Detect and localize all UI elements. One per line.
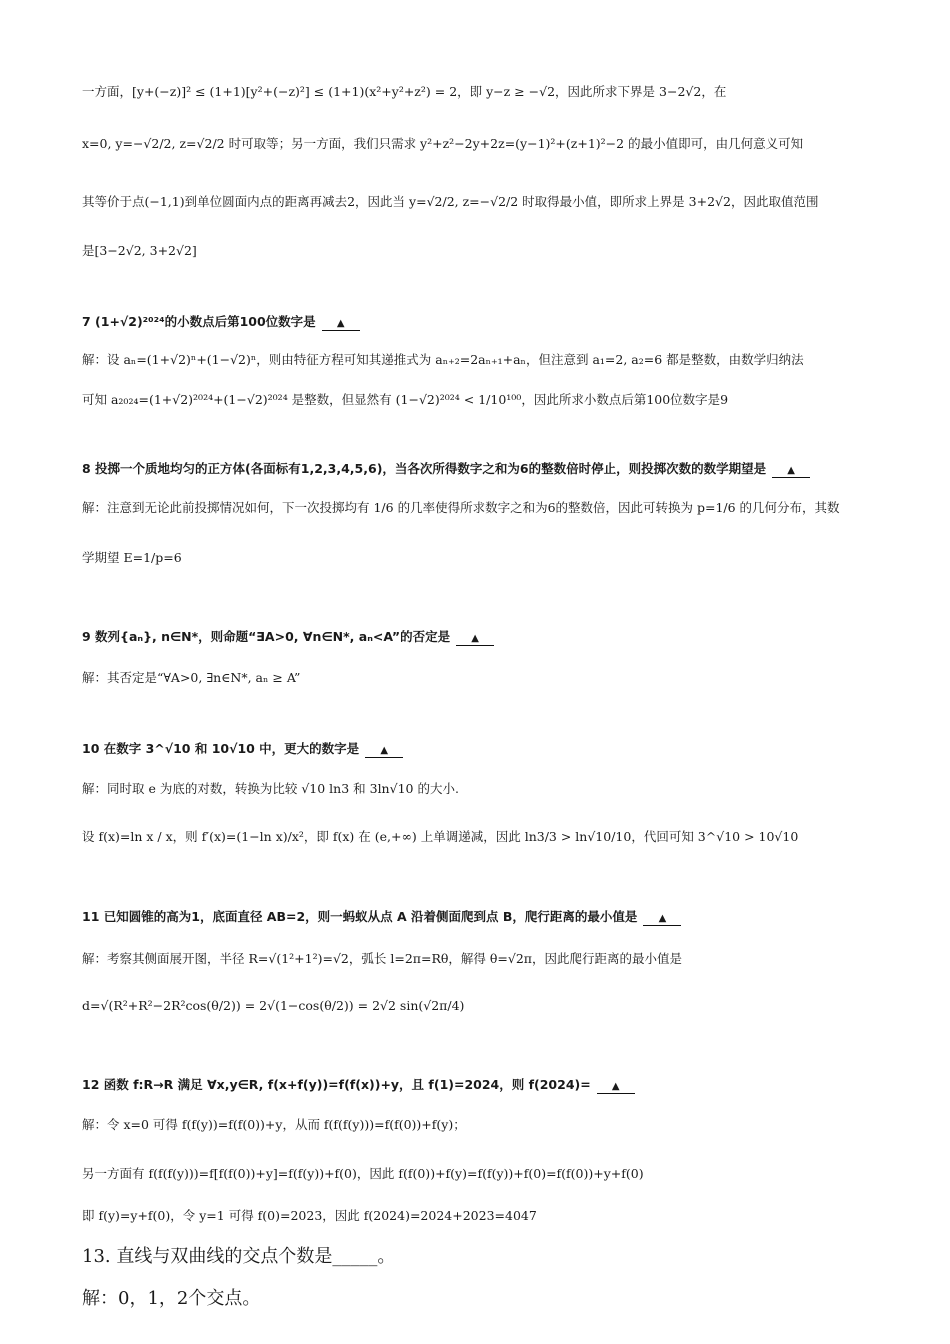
solution-11-line-2: d=√(R²+R²−2R²cos(θ/2)) = 2√(1−cos(θ/2)) = 2√2 sin(√2π/4)	[82, 998, 465, 1013]
question-13: 13. 直线与双曲线的交点个数是_____。	[82, 1246, 396, 1267]
solution-6-line-1: 一方面，[y+(−z)]² ≤ (1+1)[y²+(−z)²] ≤ (1+1)(x²+y²+z²) = 2，即 y−z ≥ −√2，因此所求下界是 3−2√2，在	[82, 84, 727, 99]
question-10-text: 10 在数字 3^√10 和 10√10 中，更大的数字是	[82, 741, 360, 756]
answer-blank: ▲	[597, 1081, 635, 1094]
question-7-text: 7 (1+√2)²⁰²⁴的小数点后第100位数字是	[82, 314, 316, 329]
solution-13: 解：0，1，2个交点。	[82, 1288, 261, 1309]
question-12	[82, 1077, 872, 1094]
solution-8-line-1: 解：注意到无论此前投掷情况如何，下一次投掷均有 1/6 的几率使得所求数字之和为6的整数倍，因此可转换为 p=1/6 的几何分布，其数	[82, 500, 840, 515]
question-8	[82, 461, 872, 478]
solution-11-line-1: 解：考察其侧面展开图，半径 R=√(1²+1²)=√2，弧长 l=2π=Rθ，解得 θ=√2π，因此爬行距离的最小值是	[82, 951, 683, 966]
question-8-text: 8 投掷一个质地均匀的正方体(各面标有1,2,3,4,5,6)，当各次所得数字之和为6的整数倍时停止，则投掷次数的数学期望是	[82, 461, 767, 476]
question-12-text: 12 函数 f:R→R 满足 ∀x,y∈R, f(x+f(y))=f(f(x))+y，且 f(1)=2024，则 f(2024)=	[82, 1077, 591, 1092]
solution-12-line-3: 即 f(y)=y+f(0)，令 y=1 可得 f(0)=2023，因此 f(2024)=2024+2023=4047	[82, 1208, 537, 1223]
solution-9-line-1: 解：其否定是“∀A>0, ∃n∈N*, aₙ ≥ A”	[82, 670, 301, 685]
answer-blank: ▲	[322, 318, 360, 331]
question-9	[82, 629, 872, 646]
solution-6-line-4: 是[3−2√2, 3+2√2]	[82, 243, 197, 258]
answer-blank: ▲	[643, 913, 681, 926]
question-11	[82, 909, 872, 926]
answer-blank: ▲	[365, 745, 403, 758]
answer-blank: ▲	[456, 633, 494, 646]
solution-7-line-1: 解：设 aₙ=(1+√2)ⁿ+(1−√2)ⁿ，则由特征方程可知其递推式为 aₙ₊₂=2aₙ₊₁+aₙ，但注意到 a₁=2, a₂=6 都是整数，由数学归纳法	[82, 352, 804, 367]
question-10	[82, 741, 872, 758]
solution-7-line-2: 可知 a₂₀₂₄=(1+√2)²⁰²⁴+(1−√2)²⁰²⁴ 是整数，但显然有 (1−√2)²⁰²⁴ < 1/10¹⁰⁰，因此所求小数点后第100位数字是9	[82, 392, 729, 407]
solution-12-line-1: 解：令 x=0 可得 f(f(y))=f(f(0))+y，从而 f(f(f(y)))=f(f(0))+f(y)；	[82, 1117, 466, 1132]
solution-8-line-2: 学期望 E=1/p=6	[82, 550, 182, 565]
solution-10-line-1: 解：同时取 e 为底的对数，转换为比较 √10 ln3 和 3ln√10 的大小.	[82, 781, 459, 796]
question-9-text: 9 数列{aₙ}, n∈N*，则命题“∃A>0, ∀n∈N*, aₙ<A”的否定是	[82, 629, 451, 644]
solution-6-line-2: x=0, y=−√2/2, z=√2/2 时可取等；另一方面，我们只需求 y²+z²−2y+2z=(y−1)²+(z+1)²−2 的最小值即可，由几何意义可知	[82, 136, 804, 151]
question-7	[82, 314, 872, 331]
solution-6-line-3: 其等价于点(−1,1)到单位圆面内点的距离再减去2，因此当 y=√2/2, z=−√2/2 时取得最小值，即所求上界是 3+2√2，因此取值范围	[82, 194, 819, 209]
solution-10-line-2: 设 f(x)=ln x / x，则 f′(x)=(1−ln x)/x²，即 f(x) 在 (e,+∞) 上单调递减，因此 ln3/3 > ln√10/10，代回可知 3^√10 > 10√10	[82, 829, 799, 844]
answer-blank: ▲	[772, 465, 810, 478]
question-11-text: 11 已知圆锥的高为1，底面直径 AB=2，则一蚂蚁从点 A 沿着侧面爬到点 B，爬行距离的最小值是	[82, 909, 638, 924]
solution-12-line-2: 另一方面有 f(f(f(y)))=f[f(f(0))+y]=f(f(y))+f(0)，因此 f(f(0))+f(y)=f(f(y))+f(0)=f(f(0))+y+f(0)	[82, 1166, 644, 1181]
